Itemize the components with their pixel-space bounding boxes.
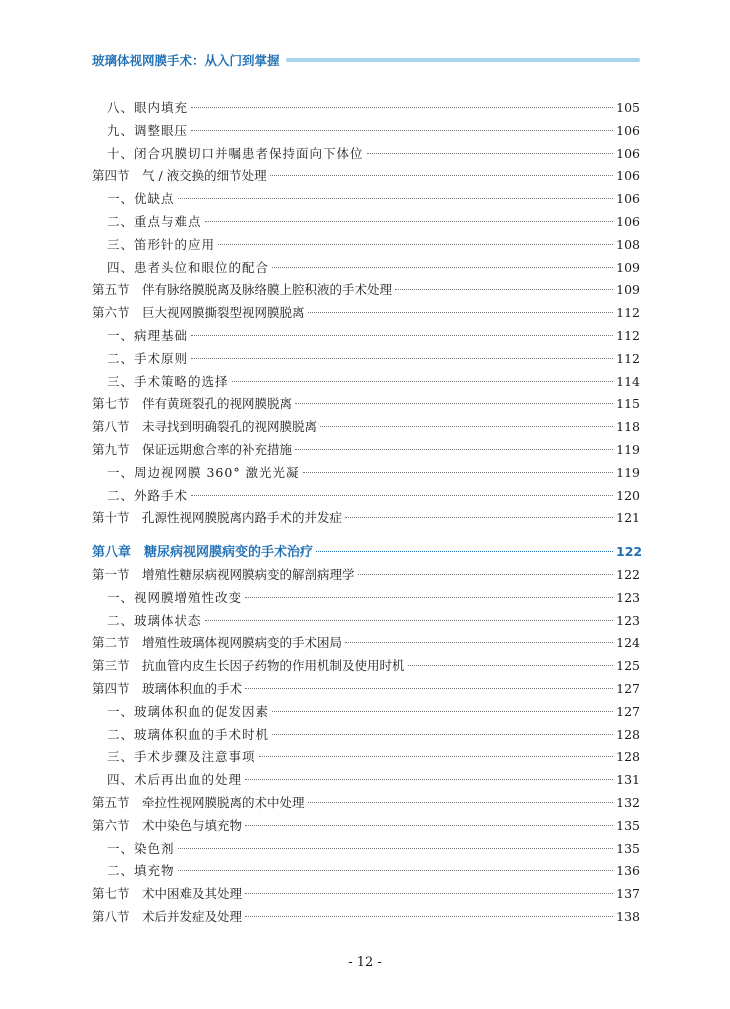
toc-entry-label: 三、手术步骤及注意事项 (107, 749, 256, 765)
toc-entry-page: 121 (616, 510, 640, 526)
dot-leader (308, 802, 613, 803)
toc-subsection-entry[interactable] (92, 143, 640, 166)
toc-subsection-entry[interactable] (92, 485, 640, 508)
toc-entry-page: 123 (616, 589, 640, 605)
page-number: - 12 - (348, 955, 382, 970)
dot-leader (191, 495, 613, 496)
toc-entry-label: 一、染色剂 (107, 840, 175, 856)
dot-leader (218, 244, 613, 245)
toc-entry-label: 九、调整眼压 (107, 122, 189, 138)
toc-subsection-entry[interactable] (92, 211, 640, 234)
toc-entry-label: 第六节 巨大视网膜撕裂型视网膜脱离 (92, 305, 305, 321)
toc-entry-page: 118 (616, 419, 640, 435)
dot-leader (316, 551, 613, 552)
toc-entry-label: 第四节 气 / 液交换的细节处理 (92, 168, 267, 184)
toc-entry-page: 109 (616, 259, 640, 275)
toc-subsection-entry[interactable] (92, 188, 640, 211)
toc-entry-page: 124 (616, 635, 640, 651)
toc-entry-page: 119 (616, 464, 640, 480)
dot-leader (178, 198, 613, 199)
toc-entry-page: 123 (616, 612, 640, 628)
toc-subsection-entry[interactable] (92, 746, 640, 769)
toc-entry-label: 四、术后再出血的处理 (107, 772, 243, 788)
toc-entry-page: 120 (616, 487, 640, 503)
toc-entry-label: 第八章 糖尿病视网膜病变的手术治疗 (92, 545, 314, 561)
toc-entry-label: 一、视网膜增殖性改变 (107, 589, 243, 605)
toc-subsection-entry[interactable] (92, 701, 640, 724)
toc-subsection-entry[interactable] (92, 325, 640, 348)
toc-entry-label: 一、玻璃体积血的促发因素 (107, 703, 270, 719)
toc-section-entry[interactable] (92, 279, 640, 302)
dot-leader (272, 734, 613, 735)
toc-section-entry[interactable] (92, 302, 640, 325)
toc-entry-page: 131 (616, 772, 640, 788)
toc-chapter-entry[interactable] (92, 541, 643, 564)
dot-leader (232, 381, 613, 382)
dot-leader (191, 358, 613, 359)
toc-entry-page: 109 (616, 282, 640, 298)
toc-entry-label: 第九节 保证远期愈合率的补充措施 (92, 441, 293, 457)
toc-entry-label: 三、笛形针的应用 (107, 236, 216, 252)
toc-entry-page: 125 (616, 658, 640, 674)
toc-subsection-entry[interactable] (92, 234, 640, 257)
toc-entry-page: 106 (616, 122, 640, 138)
toc-section-entry[interactable] (92, 393, 640, 416)
dot-leader (191, 130, 613, 131)
book-title: 玻璃体视网膜手术：从入门到掌握 (92, 53, 280, 68)
toc-entry-label: 三、手术策略的选择 (107, 373, 229, 389)
toc-entry-page: 119 (616, 441, 640, 457)
dot-leader (259, 756, 613, 757)
toc-subsection-entry[interactable] (92, 120, 640, 143)
dot-leader (272, 711, 613, 712)
toc-entry-label: 十、闭合巩膜切口并嘱患者保持面向下体位 (107, 145, 364, 161)
toc-section-entry[interactable] (92, 792, 640, 815)
toc-section-entry[interactable] (92, 507, 640, 530)
toc-subsection-entry[interactable] (92, 462, 640, 485)
dot-leader (295, 449, 613, 450)
toc-entry-label: 一、周边视网膜 360° 激光光凝 (107, 464, 300, 480)
toc-entry-label: 第五节 伴有脉络膜脱离及脉络膜上腔积液的手术处理 (92, 282, 393, 298)
dot-leader (178, 870, 613, 871)
toc-entry-page: 106 (616, 168, 640, 184)
toc-subsection-entry[interactable] (92, 838, 640, 861)
toc-section-entry[interactable] (92, 815, 640, 838)
toc-entry-label: 第六节 术中染色与填充物 (92, 817, 243, 833)
toc-entry-label: 第二节 增殖性玻璃体视网膜病变的手术困局 (92, 635, 343, 651)
dot-leader (345, 517, 613, 518)
toc-entry-page: 128 (616, 749, 640, 765)
toc-entry-label: 二、手术原则 (107, 350, 189, 366)
dot-leader (245, 893, 613, 894)
toc-entry-page: 135 (616, 817, 640, 833)
toc-subsection-entry[interactable] (92, 724, 640, 747)
toc-section-entry[interactable] (92, 655, 640, 678)
dot-leader (270, 175, 613, 176)
toc-entry-page: 127 (616, 680, 640, 696)
dot-leader (303, 472, 613, 473)
toc-entry-label: 第五节 牵拉性视网膜脱离的术中处理 (92, 794, 305, 810)
toc-entry-page: 128 (616, 726, 640, 742)
dot-leader (191, 107, 613, 108)
dot-leader (205, 221, 613, 222)
toc-entry-label: 第三节 抗血管内皮生长因子药物的作用机制及使用时机 (92, 658, 405, 674)
dot-leader (295, 403, 613, 404)
dot-leader (245, 688, 613, 689)
toc-entry-page: 127 (616, 703, 640, 719)
toc-section-entry[interactable] (92, 883, 640, 906)
toc-entry-label: 二、重点与难点 (107, 213, 202, 229)
toc-entry-label: 二、玻璃体积血的手术时机 (107, 726, 270, 742)
toc-subsection-entry[interactable] (92, 371, 640, 394)
toc-section-entry[interactable] (92, 564, 640, 587)
header-decorative-bar (286, 58, 640, 62)
toc-section-entry[interactable] (92, 632, 640, 655)
toc-subsection-entry[interactable] (92, 257, 640, 280)
toc-entry-page: 112 (616, 350, 640, 366)
dot-leader (272, 267, 613, 268)
dot-leader (245, 916, 613, 917)
toc-subsection-entry[interactable] (92, 769, 640, 792)
toc-entry-page: 132 (616, 794, 640, 810)
toc-entry-page: 137 (616, 886, 640, 902)
toc-entry-page: 106 (616, 191, 640, 207)
toc-entry-label: 一、优缺点 (107, 191, 175, 207)
dot-leader (395, 289, 613, 290)
dot-leader (245, 779, 613, 780)
toc-entry-label: 第十节 孔源性视网膜脱离内路手术的并发症 (92, 510, 343, 526)
toc-entry-page: 112 (616, 305, 640, 321)
toc-entry-label: 一、病理基础 (107, 327, 189, 343)
dot-leader (320, 426, 613, 427)
toc-entry-page: 112 (616, 327, 640, 343)
dot-leader (367, 153, 613, 154)
dot-leader (191, 335, 613, 336)
toc-entry-label: 二、玻璃体状态 (107, 612, 202, 628)
toc-entry-label: 第八节 未寻找到明确裂孔的视网膜脱离 (92, 419, 318, 435)
toc-entry-page: 136 (616, 863, 640, 879)
toc-section-entry[interactable] (92, 439, 640, 462)
toc-entry-label: 二、外路手术 (107, 487, 189, 503)
toc-subsection-entry[interactable] (92, 587, 640, 610)
toc-subsection-entry[interactable] (92, 610, 640, 633)
dot-leader (308, 312, 613, 313)
toc-subsection-entry[interactable] (92, 348, 640, 371)
toc-section-entry[interactable] (92, 906, 640, 929)
dot-leader (358, 574, 613, 575)
toc-entry-page: 138 (616, 908, 640, 924)
dot-leader (408, 665, 613, 666)
dot-leader (245, 597, 613, 598)
toc-entry-label: 第八节 术后并发症及处理 (92, 908, 243, 924)
toc-subsection-entry[interactable] (92, 860, 640, 883)
toc-entry-label: 第七节 术中困难及其处理 (92, 886, 243, 902)
toc-entry-label: 第一节 增殖性糖尿病视网膜病变的解剖病理学 (92, 566, 355, 582)
toc-entry-label: 四、患者头位和眼位的配合 (107, 259, 270, 275)
toc-entry-page: 122 (616, 566, 640, 582)
toc-entry-page: 105 (616, 100, 640, 115)
toc-entry-page: 108 (616, 236, 640, 252)
toc-section-entry[interactable] (92, 416, 640, 439)
toc-entry-page: 114 (616, 373, 640, 389)
toc-section-entry[interactable] (92, 678, 640, 701)
toc-entry-label: 第七节 伴有黄斑裂孔的视网膜脱离 (92, 396, 293, 412)
toc-entry-label: 二、填充物 (107, 863, 175, 879)
toc-entry-label: 八、眼内填充 (107, 100, 189, 115)
toc-entry-page: 122 (616, 544, 643, 560)
toc-subsection-entry[interactable] (92, 97, 640, 120)
toc-entry-label: 第四节 玻璃体积血的手术 (92, 680, 243, 696)
table-of-contents (92, 97, 643, 929)
running-header (92, 50, 640, 70)
toc-entry-page: 135 (616, 840, 640, 856)
toc-entry-page: 106 (616, 213, 640, 229)
toc-section-entry[interactable] (92, 165, 640, 188)
dot-leader (245, 825, 613, 826)
dot-leader (205, 620, 613, 621)
dot-leader (345, 642, 613, 643)
dot-leader (178, 848, 613, 849)
toc-entry-page: 106 (616, 145, 640, 161)
toc-entry-page: 115 (616, 396, 640, 412)
